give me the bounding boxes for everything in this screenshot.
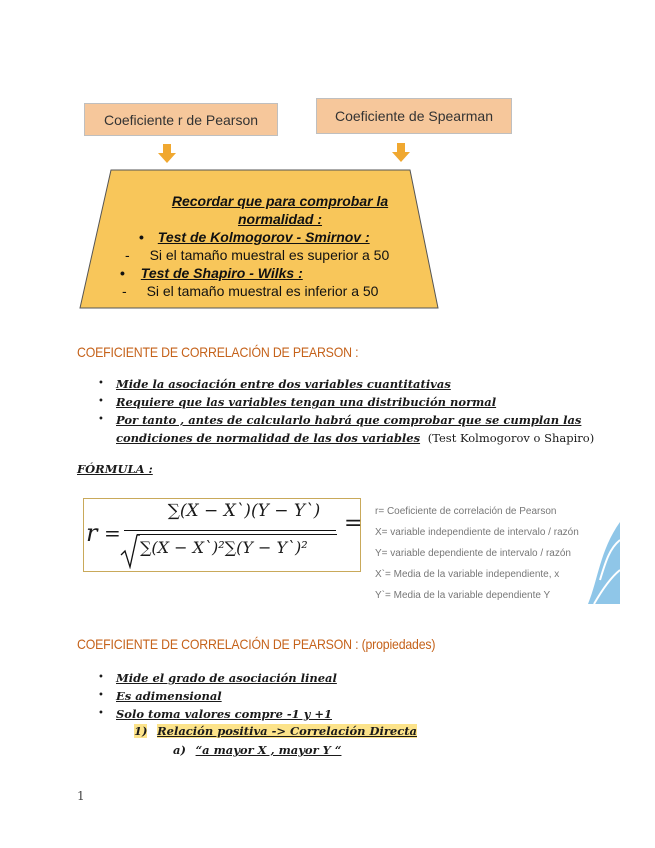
sw-condition-line: - Si el tamaño muestral es inferior a 50: [122, 283, 379, 299]
ks-test-label: Test de Kolmogorov - Smirnov :: [157, 229, 370, 245]
down-arrow-icon: [157, 144, 177, 164]
legend-line: r= Coeficiente de correlación de Pearson: [375, 506, 557, 517]
list-item-continuation: condiciones de normalidad de las dos variables (Test Kolmogorov o Shapiro): [116, 431, 595, 445]
sw-condition-label: Si el tamaño muestral es inferior a 50: [146, 283, 379, 299]
formula-equals: =: [104, 521, 121, 545]
sub-item-1: 1) Relación positiva -> Correlación Directa: [134, 724, 417, 738]
reminder-line2: normalidad :: [237, 211, 322, 227]
leaf-decoration-icon: [580, 520, 620, 605]
list-item: • Por tanto , antes de calcularlo habrá que comprobar que se cumplan las: [98, 413, 582, 427]
fraction-bar: [124, 530, 336, 531]
list-item: • Requiere que las variables tengan una distribución normal: [98, 395, 497, 409]
pearson-box: [84, 103, 278, 136]
formula-denominator: ∑(X − X`)²∑(Y − Y`)²: [140, 538, 308, 557]
formula-equals-right: =: [344, 511, 363, 536]
spearman-box-label: Coeficiente de Spearman: [335, 108, 493, 124]
formula-numerator: ∑(X − X`)(Y − Y`): [167, 501, 321, 521]
sqrt-icon: [120, 533, 140, 569]
reminder-line1: Recordar que para comprobar la: [171, 193, 389, 209]
list-item: • Es adimensional: [98, 689, 222, 703]
legend-line: Y= variable dependiente de intervalo / razón: [375, 548, 571, 559]
formula-label: FÓRMULA :: [77, 462, 153, 476]
spearman-box: [316, 98, 512, 134]
legend-line: X= variable independiente de intervalo / razón: [375, 527, 579, 538]
down-arrow-icon: [391, 143, 411, 163]
pearson-box-label: Coeficiente r de Pearson: [103, 111, 259, 128]
list-item: • Mide el grado de asociación lineal: [98, 671, 337, 685]
sw-test-label: Test de Shapiro - Wilks :: [140, 265, 303, 281]
sqrt-bar: [137, 534, 337, 535]
section2-list: [98, 669, 337, 723]
list-item: • Mide la asociación entre dos variables cuantitativas: [98, 377, 451, 391]
legend-line: X`= Media de la variable independiente, x: [375, 569, 560, 580]
section1-list: [98, 375, 594, 447]
page-number: 1: [77, 789, 85, 803]
legend-line: Y`= Media de la variable dependiente Y: [375, 590, 551, 601]
section2-heading: COEFICIENTE DE CORRELACIÓN DE PEARSON : (propiedades): [77, 636, 436, 652]
formula-r: r: [86, 519, 98, 547]
sw-test-line: • Test de Shapiro - Wilks :: [120, 265, 303, 281]
formula-box: [83, 498, 361, 572]
section1-heading: COEFICIENTE DE CORRELACIÓN DE PEARSON :: [77, 344, 359, 360]
list-item: • Solo toma valores compre -1 y +1: [98, 707, 333, 721]
ks-condition-label: Si el tamaño muestral es superior a 50: [149, 247, 390, 263]
sub-item-1a: a) “a mayor X , mayor Y “: [173, 743, 342, 757]
ks-test-line: • Test de Kolmogorov - Smirnov :: [139, 229, 370, 245]
ks-condition-line: - Si el tamaño muestral es superior a 50: [125, 247, 390, 263]
